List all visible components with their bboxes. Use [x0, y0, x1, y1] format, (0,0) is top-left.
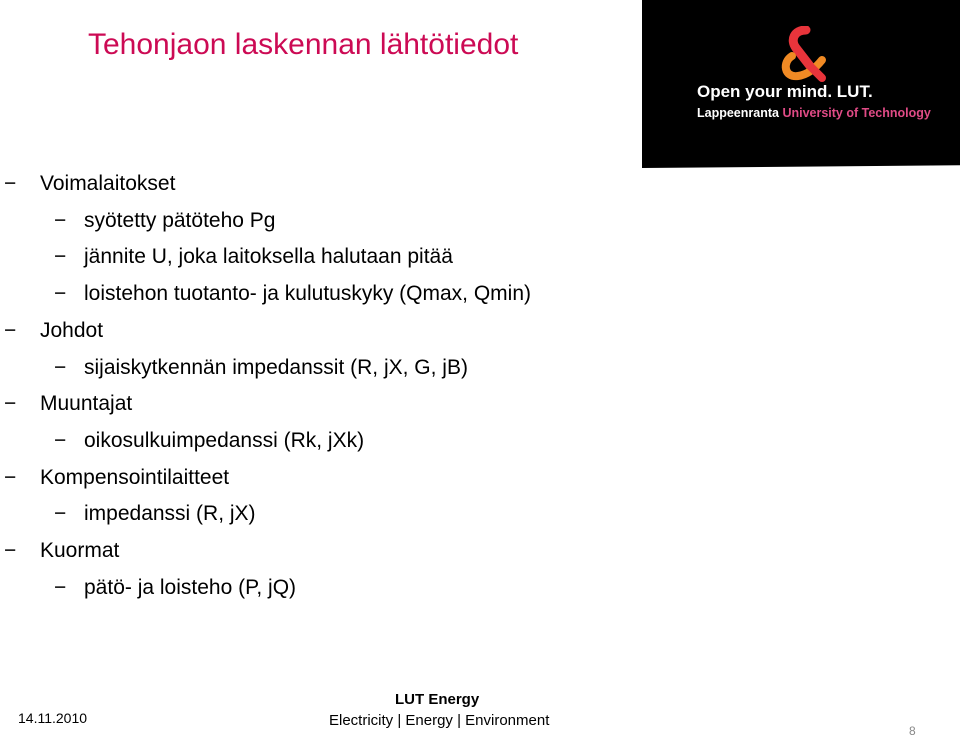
- sub-bullet-item: [54, 428, 365, 453]
- bullet-text: Muuntajat: [40, 392, 133, 416]
- bullet-dash-icon: −: [54, 575, 67, 599]
- sub-bullet-item: [54, 282, 532, 306]
- logo-university-name: University of Technology: [782, 106, 931, 120]
- bullet-text: sijaiskytkennän impedanssit (R, jX, G, jB): [84, 355, 468, 379]
- ampersand-logo-icon: [776, 26, 828, 82]
- bullet-dash-icon: −: [4, 465, 17, 489]
- bullet-dash-icon: −: [54, 282, 67, 306]
- bullet-item: [4, 172, 176, 196]
- slide-title: Tehonjaon laskennan lähtötiedot: [88, 28, 519, 61]
- logo-university-prefix: Lappeenranta: [697, 106, 783, 120]
- bullet-text: impedanssi (R, jX): [84, 502, 256, 526]
- bullet-text: syötetty pätöteho Pg: [84, 208, 276, 232]
- bullet-dash-icon: −: [54, 502, 67, 526]
- bullet-text: oikosulkuimpedanssi (Rk, jXk): [84, 428, 365, 452]
- bullet-dash-icon: −: [54, 428, 67, 452]
- bullet-item: [4, 465, 230, 490]
- bullet-item: [4, 392, 133, 416]
- bullet-text: Kuormat: [40, 539, 120, 562]
- bullet-text: jännite U, joka laitoksella halutaan pitää: [84, 245, 453, 269]
- bullet-item: [4, 539, 120, 563]
- bullet-text: Kompensointilaitteet: [40, 465, 230, 489]
- bullet-text: Voimalaitokset: [40, 172, 176, 195]
- bullet-item: [4, 318, 104, 343]
- sub-bullet-item: [54, 575, 297, 600]
- sub-bullet-item: [54, 245, 453, 269]
- logo-university: [697, 106, 931, 120]
- bullet-dash-icon: −: [54, 208, 67, 232]
- bullet-text: loistehon tuotanto- ja kulutuskyky (Qmax, Qmin): [84, 282, 532, 306]
- sub-bullet-item: [54, 208, 276, 233]
- sub-bullet-item: [54, 502, 256, 526]
- footer-date: 14.11.2010: [18, 710, 88, 726]
- bullet-text: pätö- ja loisteho (P, jQ): [84, 575, 297, 599]
- footer-brand: LUT Energy: [395, 691, 480, 708]
- bullet-text: Johdot: [40, 318, 104, 342]
- bullet-dash-icon: −: [4, 539, 17, 562]
- logo-tagline: Open your mind. LUT.: [697, 82, 873, 101]
- sub-bullet-item: [54, 355, 468, 380]
- bullet-dash-icon: −: [4, 392, 17, 416]
- bullet-dash-icon: −: [4, 318, 17, 342]
- bullet-dash-icon: −: [54, 245, 67, 269]
- footer-tagline: Electricity | Energy | Environment: [329, 712, 550, 729]
- bullet-dash-icon: −: [54, 355, 67, 379]
- page-number: 8: [909, 724, 916, 735]
- bullet-dash-icon: −: [4, 172, 17, 195]
